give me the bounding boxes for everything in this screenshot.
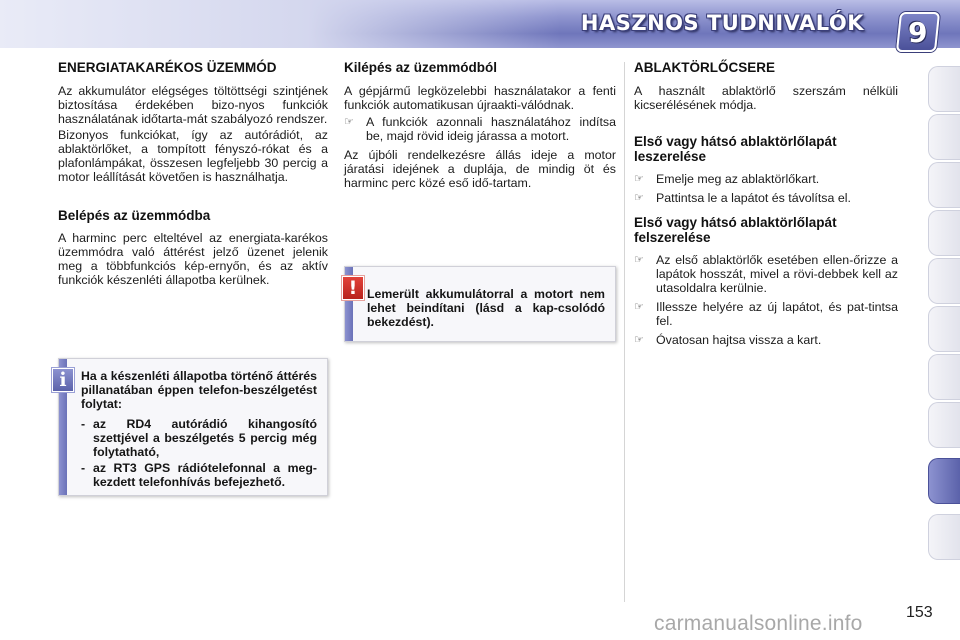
column-divider: [624, 62, 625, 602]
wiper-removal-step: ☞ Emelje meg az ablaktörlőkart.: [634, 172, 820, 186]
chapter-tab[interactable]: [928, 306, 960, 352]
chapter-number: 9: [908, 15, 928, 49]
wiper-fitting-step: ☞ Illessze helyére az új lapátot, és pat-tintsa fel.: [634, 300, 898, 328]
chapter-tab[interactable]: [928, 210, 960, 256]
warning-callout-text: Lemerült akkumulátorral a motort nem lehet beindítani (lásd a kap-csolódó bekezdést).: [367, 287, 605, 329]
exit-mode-heading: Kilépés az üzemmódból: [344, 60, 498, 75]
pointing-hand-icon: ☞: [634, 192, 644, 204]
chapter-tab-active[interactable]: [928, 458, 960, 504]
header-highlight: [0, 0, 560, 48]
chapter-tab[interactable]: [928, 114, 960, 160]
wiper-replacement-intro: A használt ablaktörlő szerszám nélküli kicserélésének módja.: [634, 84, 898, 112]
page-number: 153: [906, 604, 933, 621]
exit-mode-paragraph-1: A gépjármű legközelebbi használatakor a fenti funkciók automatikusan újraakti-válódnak.: [344, 84, 616, 112]
wiper-fitting-heading: Első vagy hátsó ablaktörlőlapát felszerelése: [634, 215, 837, 245]
enter-mode-heading: Belépés az üzemmódba: [58, 208, 211, 223]
pointing-hand-icon: ☞: [634, 301, 644, 313]
wiper-removal-heading: Első vagy hátsó ablaktörlőlapát leszerelése: [634, 134, 837, 164]
chapter-tab[interactable]: [928, 402, 960, 448]
chapter-number-badge: [896, 12, 940, 52]
chapter-tabs: [928, 66, 960, 576]
column-energy-saving: [58, 60, 328, 289]
chapter-tab[interactable]: [928, 258, 960, 304]
wiper-fitting-step: ☞ Az első ablaktörlők esetében ellen-őrizze a lapátok hosszát, mivel a rövi-debbek kell az utasoldalra kerülnie.: [634, 253, 898, 295]
energy-saving-paragraph-2: Bizonyos funkciókat, így az autórádiót, az ablaktörlőket, a tompított fényszó-rókat és a plafonlámpákat, összesen legfeljebb 30 percig a motor leállítását követően is használhatja.: [58, 128, 328, 184]
pointing-hand-icon: ☞: [344, 116, 354, 128]
info-callout-item: - az RD4 autórádió kihangosító szettjével a beszélgetés 5 percig még folytatható,: [81, 417, 317, 459]
info-callout: [58, 358, 328, 496]
exit-mode-bullet: ☞ A funkciók azonnali használatához indítsa be, majd rövid ideig járassa a motort.: [344, 115, 616, 143]
watermark: carmanualsonline.info: [654, 612, 863, 635]
info-callout-item: - az RT3 GPS rádiótelefonnal a meg-kezdett telefonhívás befejezhető.: [81, 461, 317, 489]
energy-saving-heading: ENERGIATAKARÉKOS ÜZEMMÓD: [58, 60, 277, 75]
wiper-replacement-heading: ABLAKTÖRLŐCSERE: [634, 60, 775, 75]
column-exit-mode: [344, 60, 616, 192]
enter-mode-paragraph: A harminc perc elteltével az energiata-karékos üzemmódra való áttérést jelző üzenet jelenik meg a többfunkciós kép-ernyőn, és az aktív funkciók készenléti állapotba kerülnek.: [58, 231, 328, 287]
chapter-tab[interactable]: [928, 514, 960, 560]
pointing-hand-icon: ☞: [634, 334, 644, 346]
pointing-hand-icon: ☞: [634, 173, 644, 185]
chapter-tab[interactable]: [928, 162, 960, 208]
info-icon: i: [52, 368, 74, 392]
info-callout-text: Ha a készenléti állapotba történő áttérés pillanatában éppen telefon-beszélgetést folytat:: [81, 369, 317, 411]
chapter-tab[interactable]: [928, 66, 960, 112]
warning-callout: [344, 266, 616, 342]
wiper-removal-step: ☞ Pattintsa le a lapátot és távolítsa el.: [634, 191, 851, 205]
pointing-hand-icon: ☞: [634, 254, 644, 266]
exit-mode-paragraph-2: Az újbóli rendelkezésre állás ideje a motor járatási idejének a duplája, de mindig öt és harminc perc közé eső idő-tartam.: [344, 148, 616, 190]
chapter-tab[interactable]: [928, 354, 960, 400]
column-wiper-replacement: [634, 60, 898, 352]
wiper-fitting-step: ☞ Óvatosan hajtsa vissza a kart.: [634, 333, 822, 347]
page-section-title: HASZNOS TUDNIVALÓK: [580, 11, 864, 35]
energy-saving-paragraph-1: Az akkumulátor elégséges töltöttségi szintjének biztosítása érdekében bizo-nyos funkciók használatának időtarta-mát szabályozó rendszer.: [58, 84, 328, 126]
warning-icon: !: [342, 276, 364, 300]
